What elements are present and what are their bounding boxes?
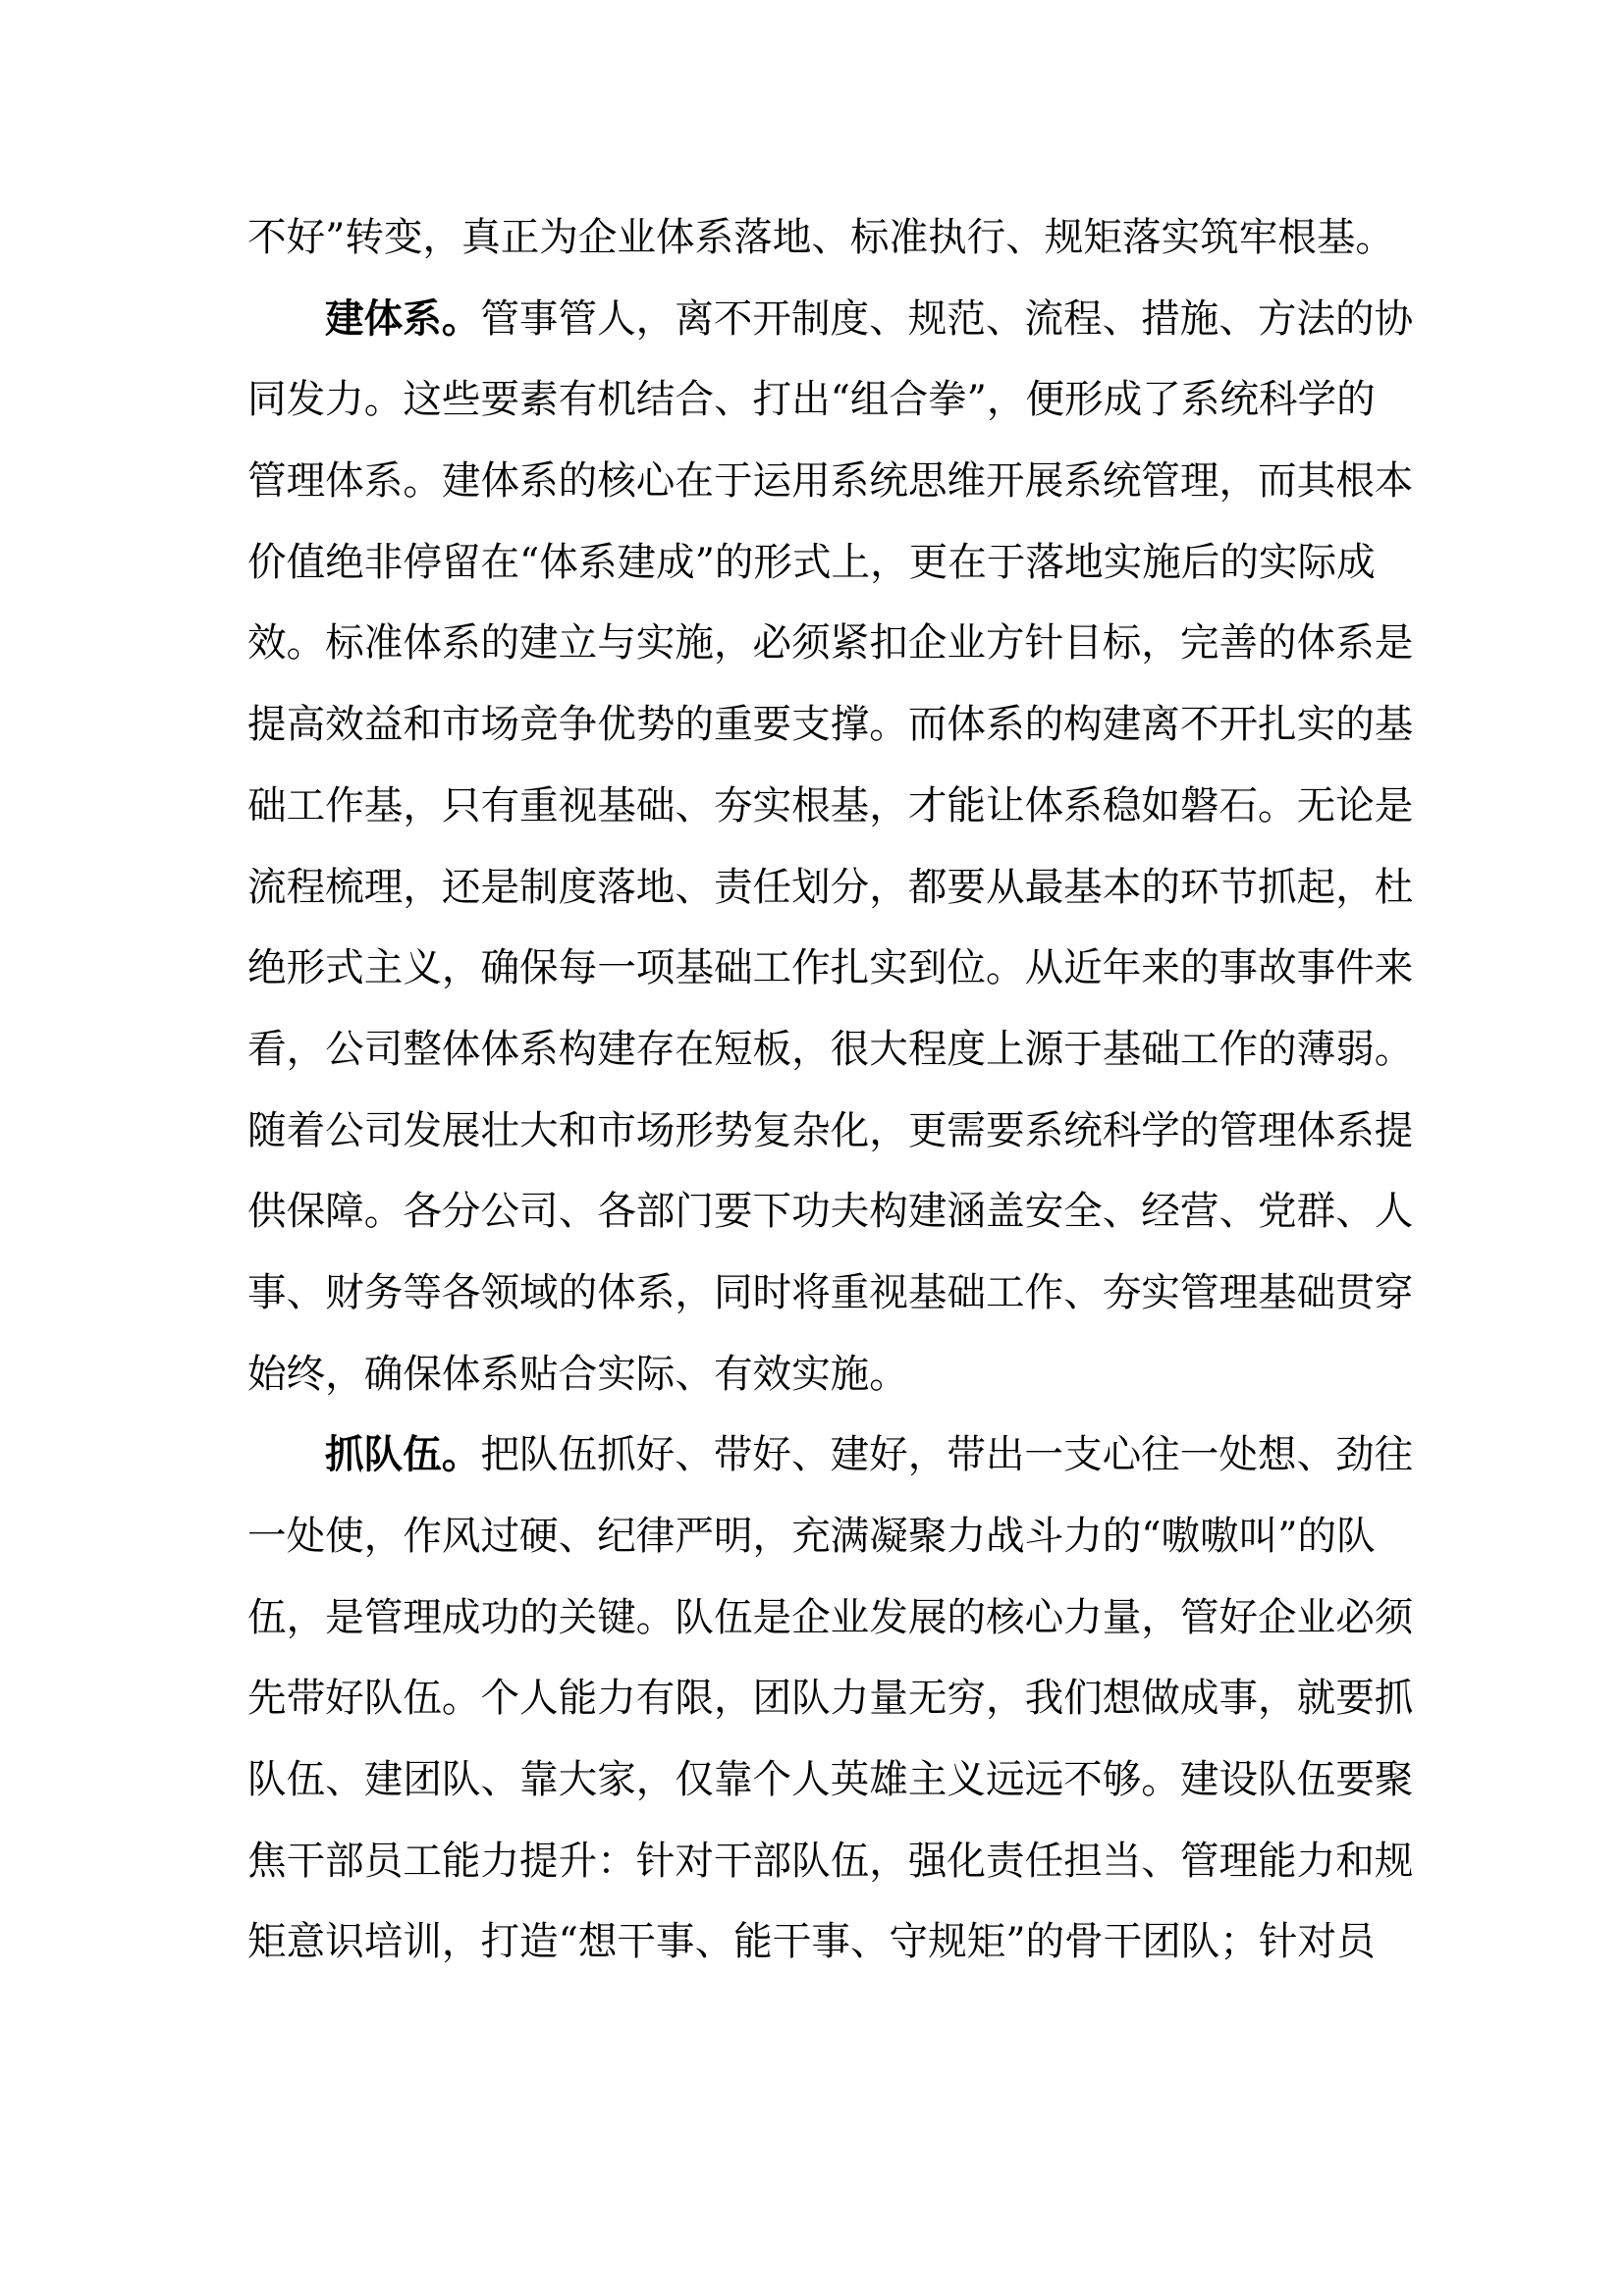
line-text: 随着公司发展壮大和市场形势复杂化，更需要系统科学的管理体系提	[247, 1107, 1414, 1153]
text-line	[247, 766, 1414, 847]
line-text: 价值绝非停留在“体系建成”的形式上，更在于落地实施后的实际成	[247, 539, 1376, 585]
text-line	[247, 1091, 1414, 1172]
line-text: 一处使，作风过硬、纪律严明，充满凝聚力战斗力的“嗷嗷叫”的队	[247, 1514, 1376, 1559]
text-line	[247, 441, 1414, 522]
line-text: 焦干部员工能力提升：针对干部队伍，强化责任担当、管理能力和规	[247, 1838, 1414, 1884]
line-text: 管事管人，离不开制度、规范、流程、措施、方法的协	[480, 295, 1414, 342]
section-heading: 建体系。	[325, 295, 481, 342]
text-line	[247, 1009, 1414, 1091]
section-heading: 抓队伍。	[325, 1432, 481, 1478]
line-text: 事、财务等各领域的体系，同时将重视基础工作、夯实管理基础贯穿	[247, 1269, 1414, 1315]
line-text: 把队伍抓好、带好、建好，带出一支心往一处想、劲往	[480, 1432, 1414, 1478]
text-line	[247, 684, 1414, 766]
text-line	[247, 603, 1414, 684]
text-line	[247, 928, 1414, 1009]
text-line	[247, 1658, 1414, 1739]
text-line	[247, 1334, 1379, 1415]
line-text: 不好”转变，真正为企业体系落地、标准执行、规矩落实筑牢根基。	[247, 215, 1395, 260]
line-text: 队伍、建团队、靠大家，仅靠个人英雄主义远远不够。建设队伍要聚	[247, 1757, 1414, 1803]
text-line	[247, 1901, 1379, 1983]
line-text: 始终，确保体系贴合实际、有效实施。	[247, 1351, 908, 1397]
text-line	[247, 1577, 1414, 1659]
line-text: 先带好队伍。个人能力有限，团队力量无穷，我们想做成事，就要抓	[247, 1676, 1414, 1722]
line-text: 伍，是管理成功的关键。队伍是企业发展的核心力量，管好企业必须	[247, 1594, 1414, 1640]
line-text: 础工作基，只有重视基础、夯实根基，才能让体系稳如磐石。无论是	[247, 782, 1414, 828]
paragraph-continuation	[247, 197, 1395, 279]
line-text: 管理体系。建体系的核心在于运用系统思维开展系统管理，而其根本	[247, 458, 1414, 505]
line-text: 效。标准体系的建立与实施，必须紧扣企业方针目标，完善的体系是	[247, 620, 1414, 667]
text-line	[247, 279, 1414, 360]
line-text: 矩意识培训，打造“想干事、能干事、守规矩”的骨干团队；针对员	[247, 1919, 1376, 1965]
text-line	[247, 359, 1379, 441]
text-line	[247, 522, 1379, 604]
line-text: 流程梳理，还是制度落地、责任划分，都要从最基本的环节抓起，杜	[247, 864, 1414, 910]
paragraph-build-system	[247, 279, 1414, 1415]
text-line	[247, 1253, 1414, 1334]
document-page	[247, 197, 1414, 1983]
paragraph-grasp-team	[247, 1415, 1414, 1983]
line-text: 同发力。这些要素有机结合、打出“组合拳”，便形成了系统科学的	[247, 377, 1376, 423]
line-text: 供保障。各分公司、各部门要下功夫构建涵盖安全、经营、党群、人	[247, 1189, 1414, 1235]
text-line	[247, 1415, 1414, 1496]
text-line	[247, 1821, 1414, 1902]
line-text: 看，公司整体体系构建存在短板，很大程度上源于基础工作的薄弱。	[247, 1026, 1414, 1072]
line-text: 绝形式主义，确保每一项基础工作扎实到位。从近年来的事故事件来	[247, 945, 1414, 991]
line-text: 提高效益和市场竞争优势的重要支撑。而体系的构建离不开扎实的基	[247, 702, 1414, 748]
text-line	[247, 1171, 1414, 1253]
text-line	[247, 197, 1395, 279]
text-line	[247, 1496, 1379, 1577]
text-line	[247, 847, 1414, 929]
text-line	[247, 1739, 1414, 1821]
